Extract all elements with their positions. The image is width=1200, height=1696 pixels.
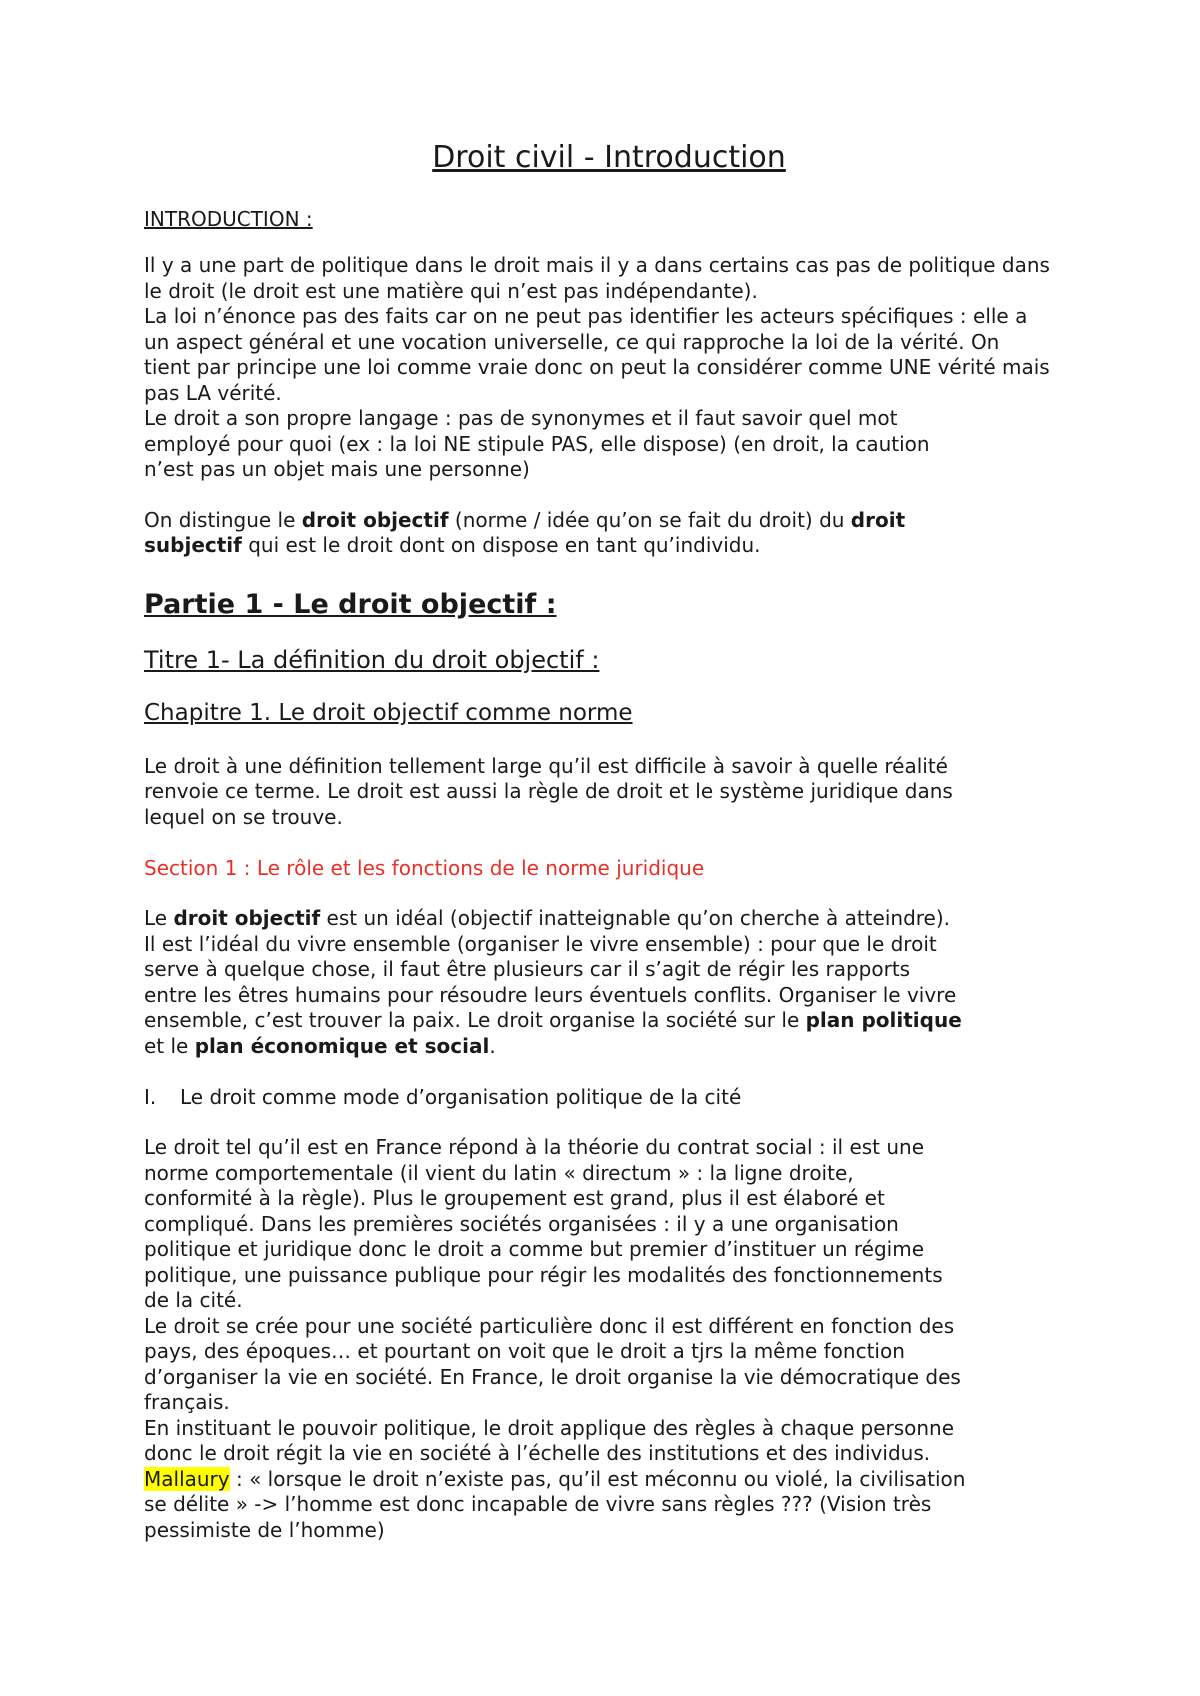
section-heading: Section 1 : Le rôle et les fonctions de le norme juridique: [144, 856, 705, 880]
text-line: pessimiste de l’homme): [144, 1517, 385, 1542]
text-line: Il y a une part de politique dans le droit mais il y a dans certains cas pas de politique dans: [144, 253, 1050, 277]
highlighted-name: Mallaury: [144, 1466, 230, 1491]
text-line: ensemble, c’est trouver la paix. Le droit organise la société sur le plan politique: [144, 1008, 962, 1032]
roman-heading-text: Le droit comme mode d’organisation politique de la cité: [180, 1085, 742, 1109]
term-droit-objectif: droit objectif: [301, 507, 449, 532]
text-line: subjectif qui est le droit dont on dispose en tant qu’individu.: [144, 533, 761, 557]
text-line: Le droit tel qu’il est en France répond à la théorie du contrat social : il est une: [144, 1135, 925, 1159]
text-line: Le droit objectif est un idéal (objectif inatteignable qu’on cherche à atteindre).: [144, 906, 951, 930]
final-paragraph: [144, 1135, 1074, 1543]
text-line: En instituant le pouvoir politique, le droit applique des règles à chaque personne: [144, 1415, 955, 1440]
text-line: conformité à la règle). Plus le groupement est grand, plus il est élaboré et: [144, 1186, 885, 1210]
text-line: se délite » -> l’homme est donc incapable de vivre sans règles ??? (Vision très: [144, 1492, 932, 1516]
text-line: d’organiser la vie en société. En France, le droit organise la vie démocratique des: [144, 1364, 961, 1389]
partie-heading: Partie 1 - Le droit objectif :: [144, 588, 557, 620]
text-line: entre les êtres humains pour résoudre leurs éventuels conflits. Organiser le vivre: [144, 982, 957, 1007]
text-line: employé pour quoi (ex : la loi NE stipule PAS, elle dispose) (en droit, la caution: [144, 431, 930, 456]
chapitre-paragraph: [144, 754, 1074, 831]
text-line: Mallaury : « lorsque le droit n’existe pas, qu’il est méconnu ou violé, la civilisation: [144, 1466, 966, 1491]
distinction-paragraph: [144, 508, 1074, 559]
section-paragraph: [144, 906, 1074, 1059]
term-plan-politique: plan politique: [805, 1008, 962, 1032]
text-line: un aspect général et une vocation universelle, ce qui rapproche la loi de la vérité. On: [144, 329, 1000, 354]
chapitre-heading: Chapitre 1. Le droit objectif comme norme: [144, 699, 633, 726]
text-line: Le droit a son propre langage : pas de synonymes et il faut savoir quel mot: [144, 406, 898, 430]
titre-heading: Titre 1- La définition du droit objectif :: [144, 645, 600, 674]
text-line: norme comportementale (il vient du latin « directum » : la ligne droite,: [144, 1160, 854, 1185]
text-line: le droit (le droit est une matière qui n’est pas indépendante).: [144, 278, 758, 303]
document-page: [144, 140, 1074, 1543]
text-line: de la cité.: [144, 1288, 243, 1312]
text-line: n’est pas un objet mais une personne): [144, 457, 530, 481]
text-line: pas LA vérité.: [144, 380, 282, 405]
text-line: On distingue le droit objectif (norme / idée qu’on se fait du droit) du droit: [144, 507, 906, 532]
text-line: politique et juridique donc le droit a comme but premier d’instituer un régime: [144, 1237, 925, 1261]
text-line: et le plan économique et social.: [144, 1033, 496, 1058]
document-title: Droit civil - Introduction: [432, 140, 786, 175]
text-line: compliqué. Dans les premières sociétés organisées : il y a une organisation: [144, 1211, 899, 1236]
text-line: politique, une puissance publique pour régir les modalités des fonctionnements: [144, 1262, 943, 1287]
term-droit-subjectif: subjectif: [144, 533, 242, 557]
text-line: Il est l’idéal du vivre ensemble (organiser le vivre ensemble) : pour que le droit: [144, 931, 937, 956]
roman-numeral: I.: [144, 1085, 157, 1109]
text-line: pays, des époques… et pourtant on voit que le droit a tjrs la même fonction: [144, 1339, 905, 1363]
introduction-heading: INTRODUCTION :: [144, 207, 313, 231]
term-droit-objectif: droit objectif: [173, 906, 321, 930]
text-line: tient par principe une loi comme vraie donc on peut la considérer comme UNE vérité mais: [144, 355, 1050, 379]
text-line: donc le droit régit la vie en société à l’échelle des institutions et des individus.: [144, 1441, 931, 1465]
text-line: lequel on se trouve.: [144, 804, 343, 829]
text-line: français.: [144, 1390, 230, 1414]
roman-heading: [144, 1085, 1074, 1109]
term-plan-economique: plan économique et social: [194, 1033, 490, 1058]
text-line: Le droit à une définition tellement large qu’il est difficile à savoir à quelle réalité: [144, 753, 948, 778]
text-line: serve à quelque chose, il faut être plusieurs car il s’agit de régir les rapports: [144, 957, 911, 981]
text-line: renvoie ce terme. Le droit est aussi la règle de droit et le système juridique dans: [144, 779, 953, 803]
text-line: Le droit se crée pour une société particulière donc il est différent en fonction des: [144, 1313, 955, 1338]
text-line: La loi n’énonce pas des faits car on ne peut pas identifier les acteurs spécifiques : elle a: [144, 304, 1028, 328]
introduction-paragraph: [144, 253, 1074, 483]
